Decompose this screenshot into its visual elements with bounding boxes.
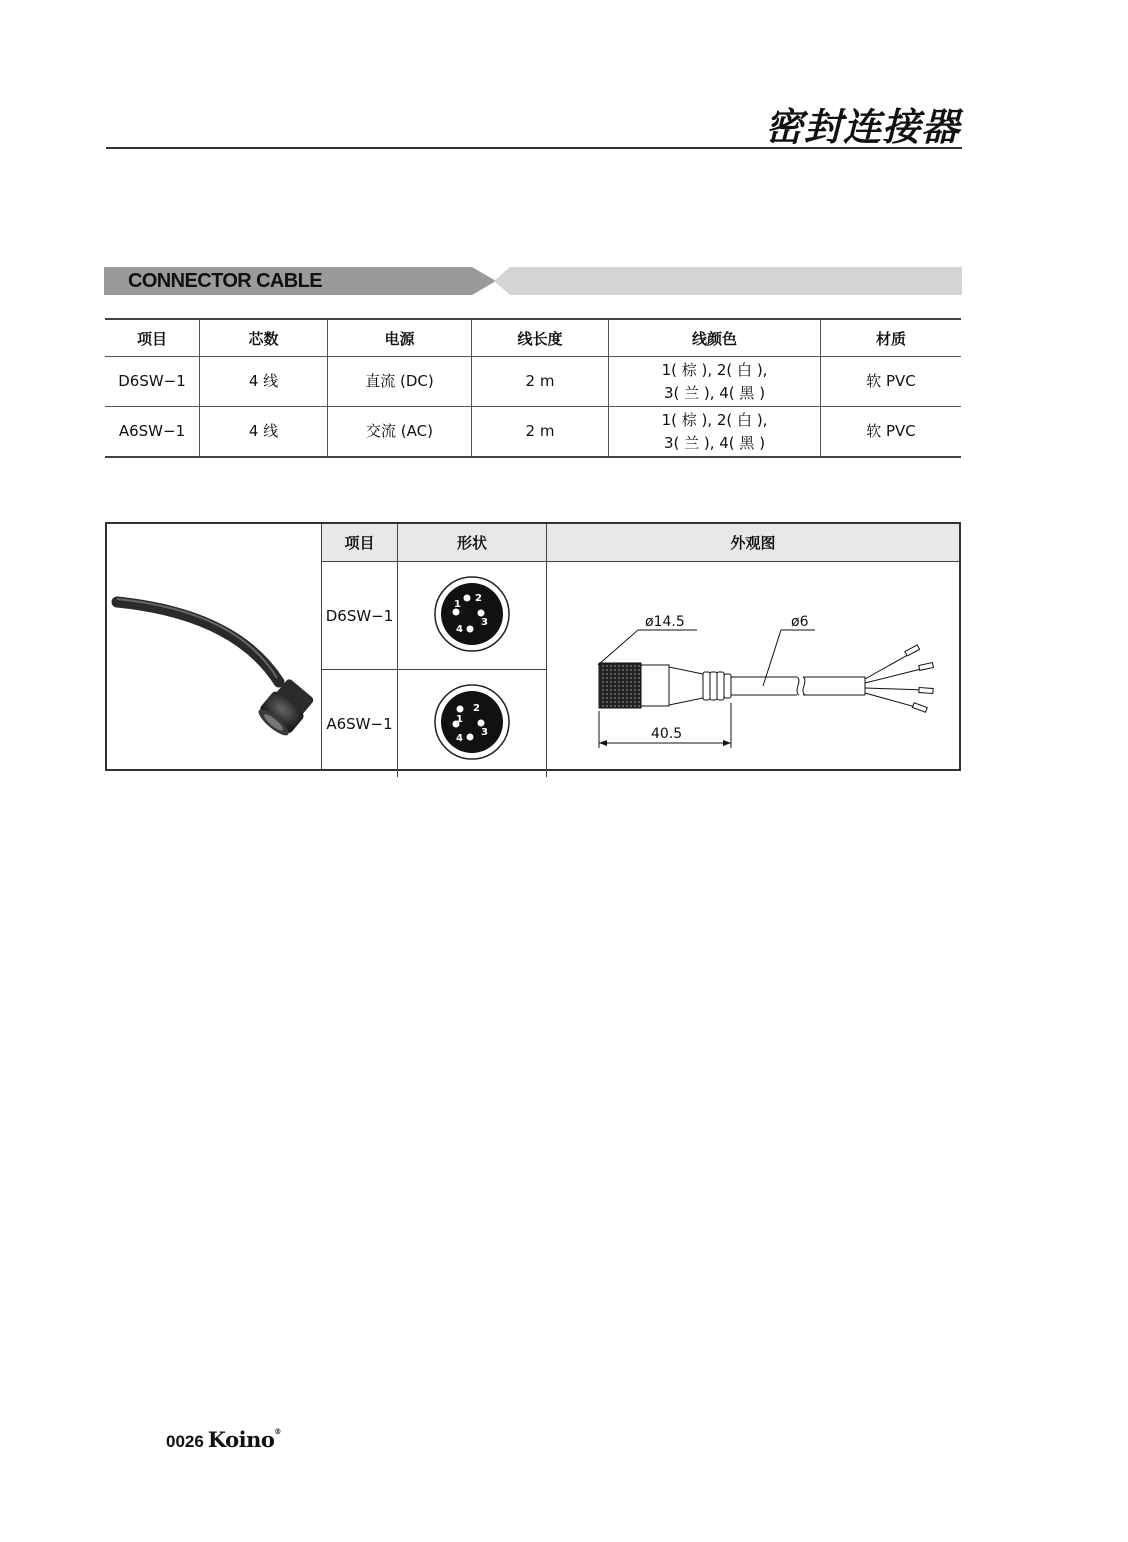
cell-length: 2 m xyxy=(472,357,609,407)
spec-header-length: 线长度 xyxy=(472,319,609,357)
page-number: 0026 xyxy=(166,1432,204,1451)
spec-header-cores: 芯数 xyxy=(200,319,328,357)
shape-header-drawing: 外观图 xyxy=(547,524,960,562)
drawing-cell xyxy=(547,562,960,778)
dim-head-diameter: ø14.5 xyxy=(645,613,685,630)
dimension-drawing xyxy=(553,568,953,768)
shape-cell-item: D6SW−1 xyxy=(322,562,398,670)
colors-line-1: 1( 棕 ), 2( 白 ), xyxy=(661,360,768,379)
cell-colors xyxy=(609,407,821,458)
pin-label-2: 2 xyxy=(473,702,480,714)
table-row xyxy=(105,357,961,407)
shape-header-item: 项目 xyxy=(322,524,398,562)
section-header xyxy=(104,267,962,295)
pin-label-3: 3 xyxy=(481,616,488,628)
cell-cores: 4 线 xyxy=(200,407,328,458)
spec-table xyxy=(105,318,961,458)
pin-label-3: 3 xyxy=(481,726,488,738)
pin-layout-d6sw xyxy=(398,562,547,670)
spec-table-header-row xyxy=(105,319,961,357)
cell-material: 软 PVC xyxy=(821,407,962,458)
spec-header-power: 电源 xyxy=(328,319,472,357)
colors-line-1: 1( 棕 ), 2( 白 ), xyxy=(661,410,768,429)
dim-length: 40.5 xyxy=(651,725,683,742)
spec-header-colors: 线颜色 xyxy=(609,319,821,357)
pin-diagram-icon xyxy=(432,682,512,762)
page-title: 密封连接器 xyxy=(764,105,960,149)
pin-label-4: 4 xyxy=(456,732,463,744)
pin-diagram-icon xyxy=(432,574,512,654)
registered-mark: ® xyxy=(274,1427,281,1436)
cell-power: 直流 (DC) xyxy=(328,357,472,407)
dim-cable-diameter: ø6 xyxy=(791,613,809,630)
shape-cell-item: A6SW−1 xyxy=(326,714,393,733)
table-row xyxy=(322,562,959,670)
cell-colors xyxy=(609,357,821,407)
cable-photo-image xyxy=(107,524,321,769)
cell-material: 软 PVC xyxy=(821,357,962,407)
shape-table-header-row xyxy=(322,524,959,562)
shape-header-shape: 形状 xyxy=(398,524,547,562)
colors-line-2: 3( 兰 ), 4( 黑 ) xyxy=(663,383,766,402)
pin-label-4: 4 xyxy=(456,623,463,635)
spec-header-material: 材质 xyxy=(821,319,962,357)
cell-power: 交流 (AC) xyxy=(328,407,472,458)
cell-item: D6SW−1 xyxy=(105,357,200,407)
brand-name: Koino xyxy=(207,1427,275,1452)
cell-length: 2 m xyxy=(472,407,609,458)
section-title: CONNECTOR CABLE xyxy=(128,270,322,292)
cell-item: A6SW−1 xyxy=(105,407,200,458)
spec-header-item: 项目 xyxy=(105,319,200,357)
pin-label-1: 1 xyxy=(456,713,463,725)
pin-label-2: 2 xyxy=(475,592,482,604)
pin-label-1: 1 xyxy=(454,598,461,610)
shape-table xyxy=(322,524,959,777)
title-divider xyxy=(106,147,962,149)
pin-layout-a6sw xyxy=(398,670,547,778)
shape-section xyxy=(105,522,961,771)
page-footer xyxy=(166,1427,281,1452)
brand-logo xyxy=(208,1427,281,1452)
cable-photo xyxy=(107,524,322,769)
colors-line-2: 3( 兰 ), 4( 黑 ) xyxy=(663,433,766,452)
table-row xyxy=(105,407,961,458)
cell-cores: 4 线 xyxy=(200,357,328,407)
